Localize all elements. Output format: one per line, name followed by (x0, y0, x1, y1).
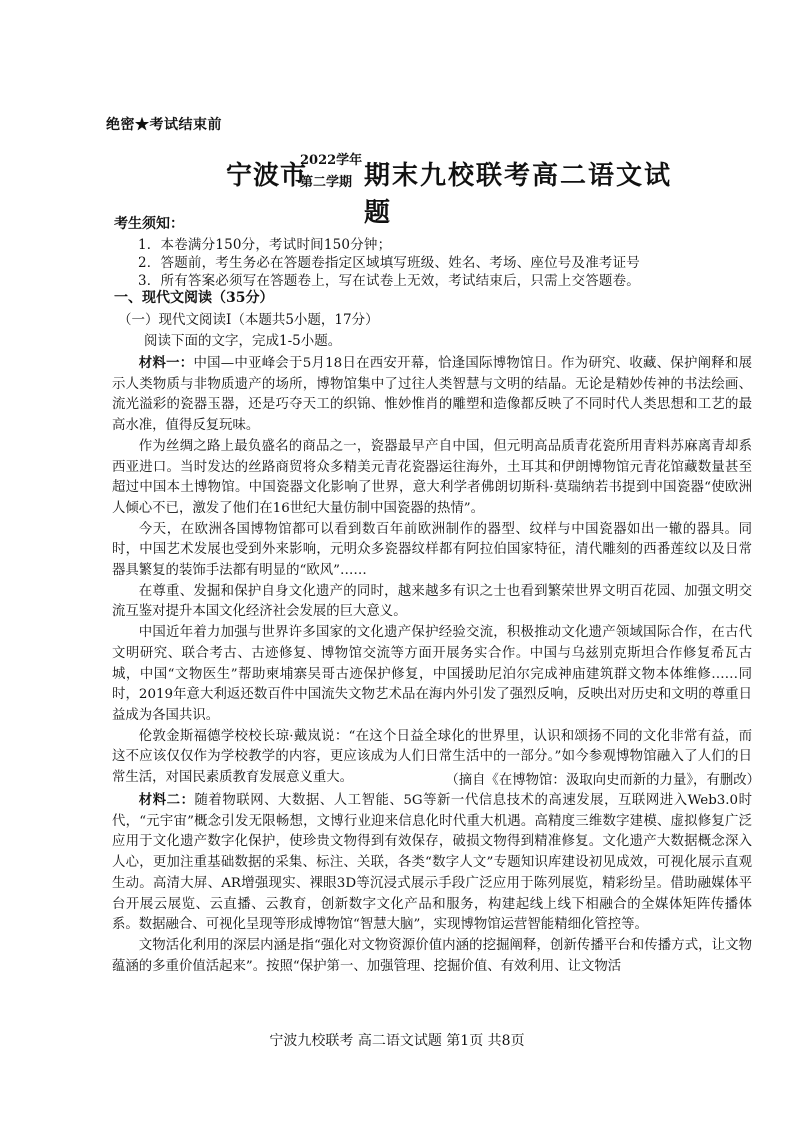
title-term: 第二学期 (300, 175, 353, 190)
notice-item: 2．答题前，考生务必在答题卷指定区域填写班级、姓名、考场、座位号及准考证号 (138, 255, 640, 271)
title-year: 2022学年 (300, 153, 363, 168)
source-citation: （摘自《在博物馆：汲取向史而新的力量》，有删改） (445, 773, 760, 788)
notice-item: 3．所有答案必须写在答题卷上，写在试卷上无效，考试结束后，只需上交答题卷。 (138, 273, 640, 289)
notice-item: 1．本卷满分150分，考试时间150分钟； (138, 237, 392, 253)
material-label: 材料二： (138, 792, 195, 808)
title-city: 宁波市 (226, 161, 308, 191)
paragraph-text: 随着物联网、大数据、人工智能、5G等新一代信息技术的高速发展，互联网进入Web3.0时代，“元宇宙”概念引发无限畅想，文博行业迎来信息化时代重大机遇。高精度三维数字建模、虚拟修复广泛应用于文化遗产数字化保护，使珍贵文物得到有效保存，破损文物得到精准修复。文化遗产大数据概念深入人心，更加注重基础数据的采集、标注、关联，各类“数字人文”专题知识库建设初见成效，可视化展示直观生动。高清大屏、AR增强现实、裸眼3D等沉浸式展示手段广泛应用于陈列展览，精彩纷呈。借助融媒体平台开展云展览、云直播、云教育，创新数字文化产品和服务，构建起线上线下相融合的全媒体矩阵传播体系。数据融合、可视化呈现等形成博物馆“智慧大脑”，实现博物馆运营智能精细化管控等。 (112, 793, 753, 933)
paragraph: 在尊重、发掘和保护自身文化遗产的同时，越来越多有识之士也看到繁荣世界文明百花园、加强文明交流互鉴对提升本国文化经济社会发展的巨大意义。 (112, 583, 752, 620)
paragraph-text: 中国—中亚峰会于5月18日在西安开幕，恰逢国际博物馆日。作为研究、收藏、保护阐释和展示人类物质与非物质遗产的场所，博物馆集中了过往人类智慧与文明的结晶。无论是精妙传神的书法绘画、流光溢彩的瓷器玉器，还是巧夺天工的织锦、惟妙惟肖的雕塑和造像都反映了不同时代人类思想和工艺的最高水准，值得反复玩味。 (112, 356, 752, 434)
notice-heading: 考生须知： (114, 216, 184, 232)
paragraph (112, 353, 752, 437)
page-footer: 宁波九校联考 高二语文试题 第1页 共8页 (269, 1033, 525, 1049)
material-two (112, 790, 752, 977)
section-subtitle: （一）现代文阅读Ⅰ（本题共5小题，17分） (118, 312, 379, 328)
paragraph: 文物活化利用的深层内涵是指“强化对文物资源价值内涵的挖掘阐释，创新传播平台和传播方式，让文物蕴涵的多重价值活起来”。按照“保护第一、加强管理、挖掘价值、有效利用、让文物活 (112, 937, 752, 974)
paragraph: 今天，在欧洲各国博物馆都可以看到数百年前欧洲制作的器型、纹样与中国瓷器如出一辙的器具。同时，中国艺术发展也受到外来影响，元明众多瓷器纹样都有阿拉伯国家特征，清代雕刻的西番莲纹以及日常器具繁复的装饰手法都有明显的“欧风”…… (112, 521, 752, 579)
paragraph: 作为丝绸之路上最负盛名的商品之一，瓷器最早产自中国，但元明高品质青花瓷所用青料苏麻离青却系西亚进口。当时发达的丝路商贸将众多精美元青花瓷器运往海外，土耳其和伊朗博物馆元青花馆藏数量甚至超过中国本土博物馆。中国瓷器文化影响了世界，意大利学者佛朗切斯科·莫瑞纳若书提到中国瓷器“使欧洲人倾心不已，激发了他们在16世纪大量仿制中国瓷器的热情”。 (112, 438, 752, 516)
material-one (112, 353, 752, 789)
reading-instruction: 阅读下面的文字，完成1-5小题。 (144, 333, 342, 349)
exam-title (226, 147, 686, 228)
paragraph (112, 790, 752, 936)
paragraph: 中国近年着力加强与世界许多国家的文化遗产保护经验交流，积极推动文化遗产领域国际合作，在古代文明研究、联合考古、古迹修复、博物馆交流等方面开展务实合作。中国与乌兹别克斯坦合作修复希瓦古城，中国“文物医生”帮助柬埔寨吴哥古迹保护修复，中国援助尼泊尔完成神庙建筑群文物本体维修……同时，2019年意大利返还数百件中国流失文物艺术品在海内外引发了强烈反响，反映出对历史和文明的尊重日益成为各国共识。 (112, 625, 752, 723)
paragraph: 伦敦金斯福德学校校长琼·戴岚说：“在这个日益全球化的世界里，认识和颂扬不同的文化非常有益，而这不应该仅仅作为学校教学的内容，更应该成为人们日常生活中的一部分。”如今参观博物馆融入了人们的日常生活，对国民素质教育发展意义重大。 (112, 728, 752, 786)
confidential-label: 绝密★考试结束前 (106, 117, 222, 133)
section-title: 一、现代文阅读（35分） (114, 290, 274, 306)
title-main: 期末九校联考高二语文试题 (364, 161, 673, 228)
material-label: 材料一： (138, 355, 194, 371)
